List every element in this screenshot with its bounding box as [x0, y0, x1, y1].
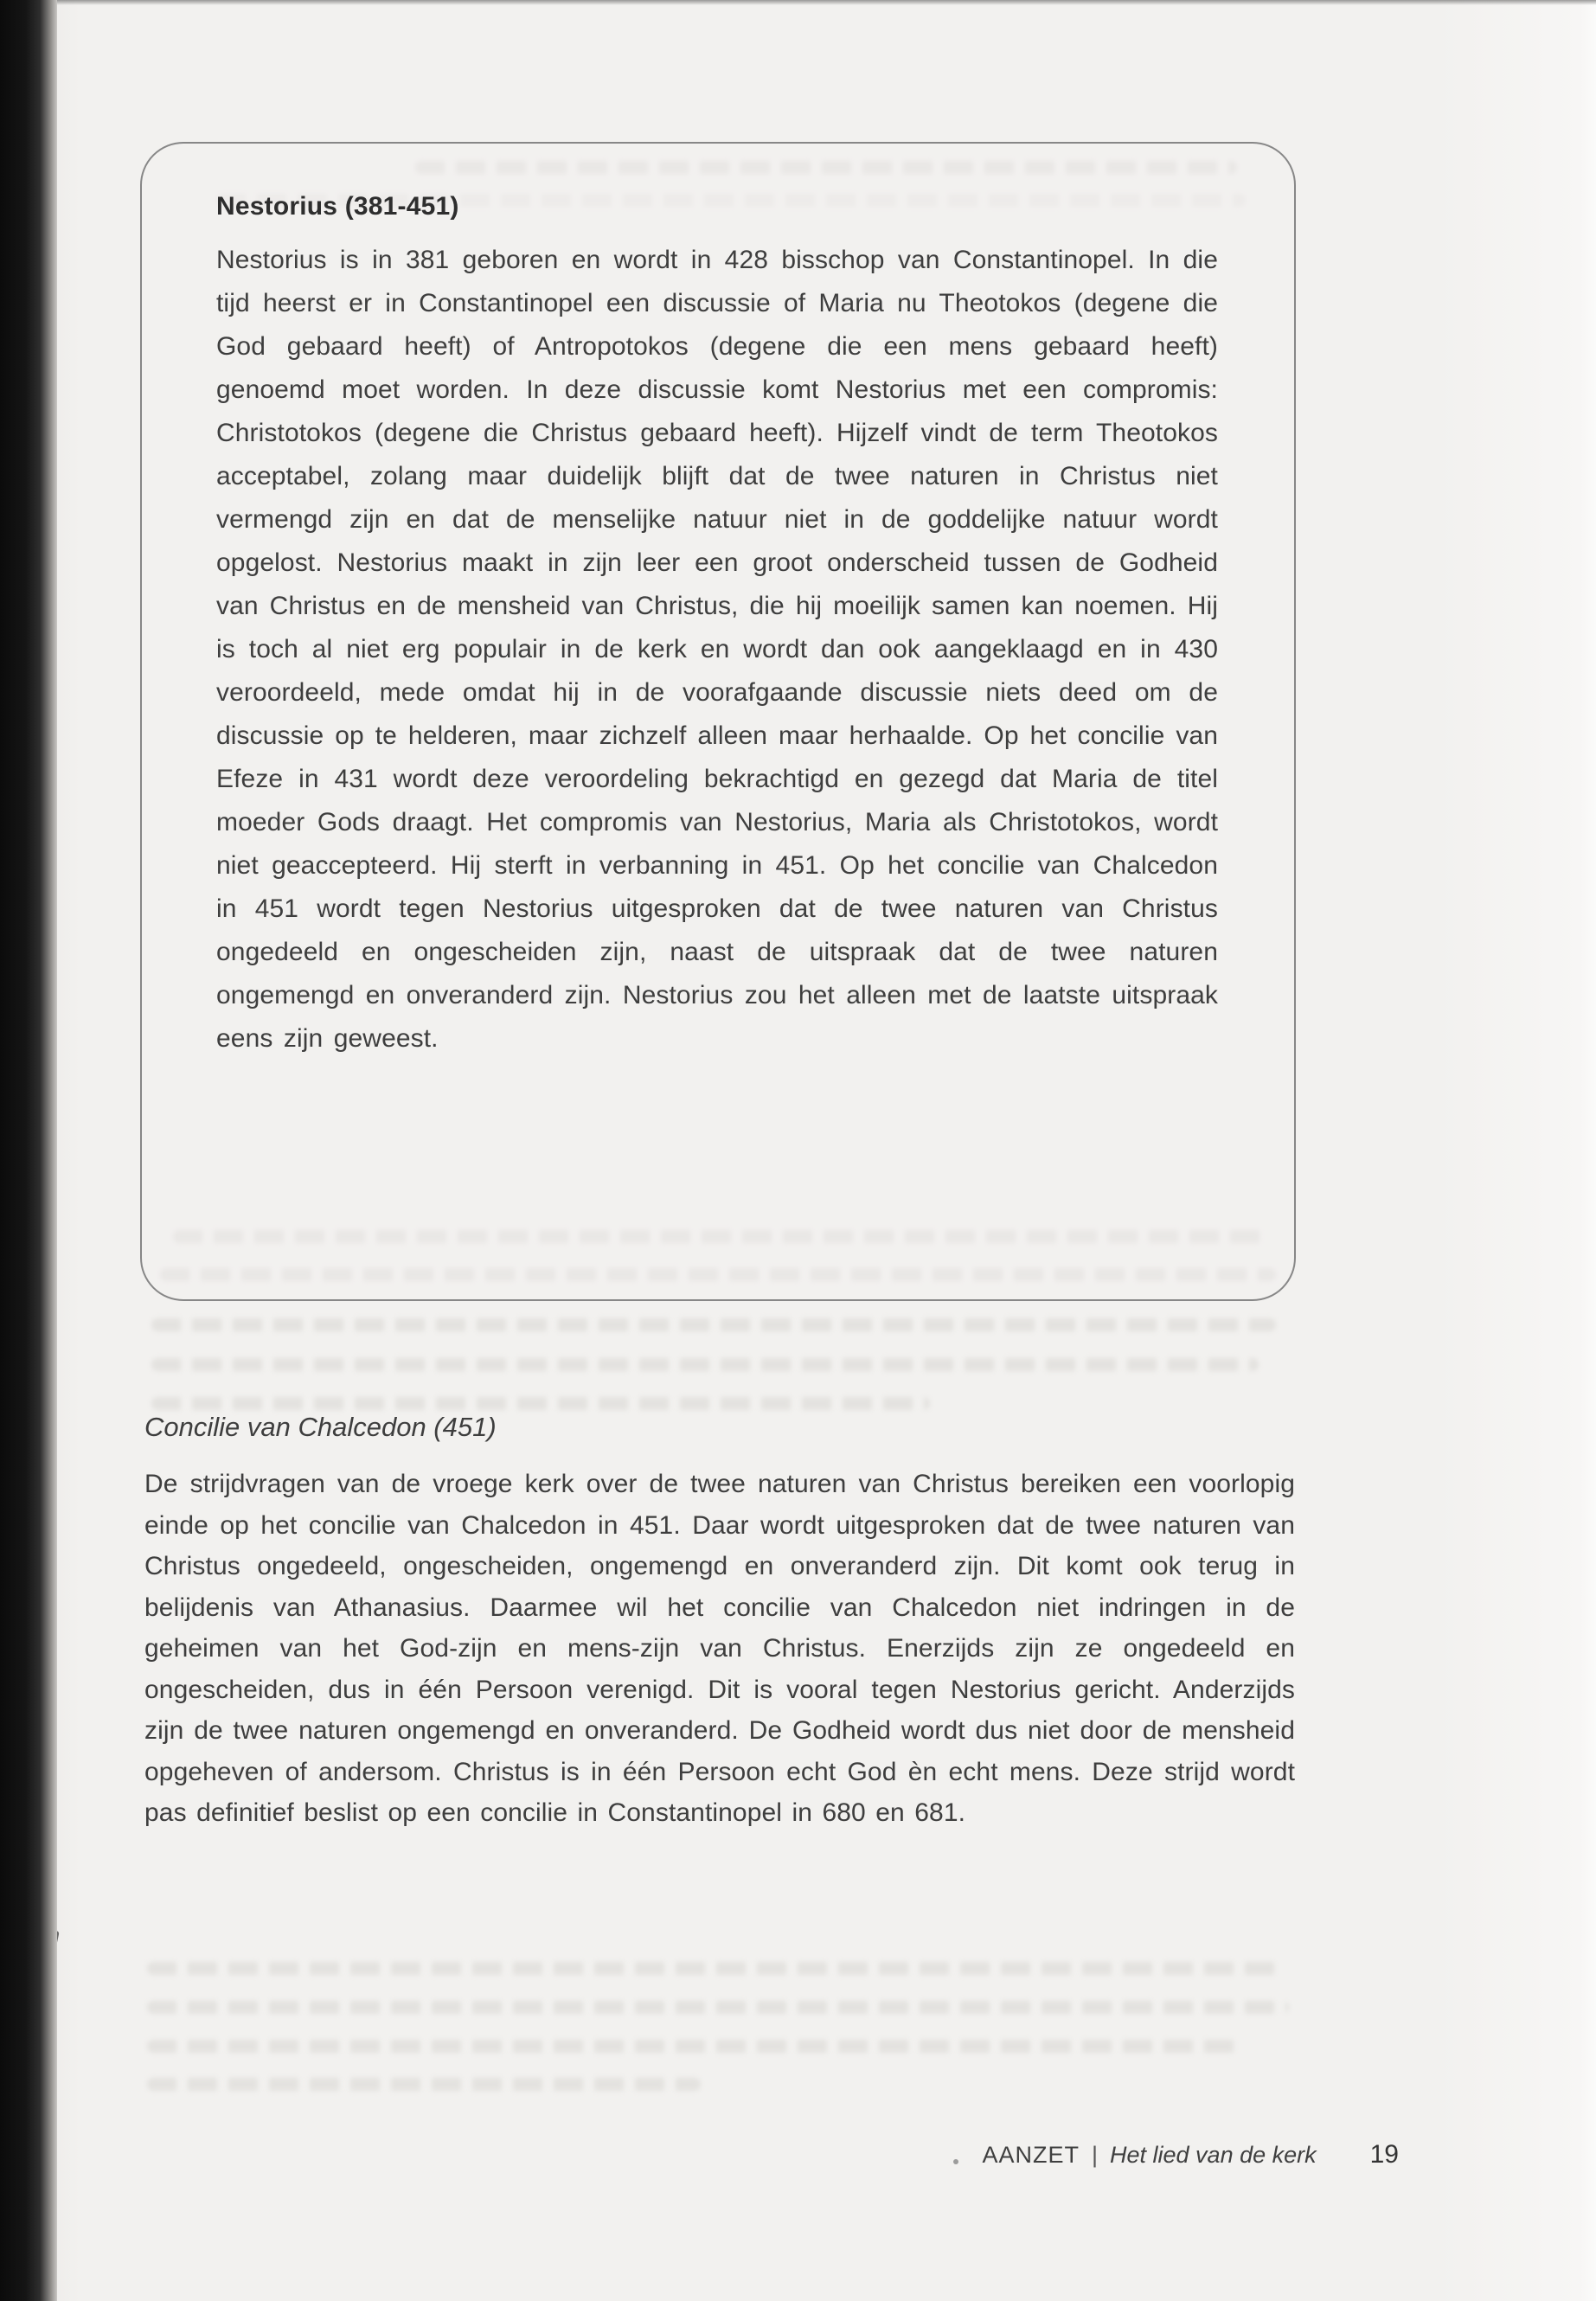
bleed-through-line [147, 1962, 1280, 1975]
page-footer [982, 2140, 1399, 2170]
section-body: De strijdvragen van de vroege kerk over de twee naturen van Christus bereiken een voorlopig einde op het concilie van Chalcedon in 451. Daar wordt uitgesproken dat de twee naturen van Christus ongedeeld, ongescheiden, ongemengd en onveranderd zijn. Dit komt ook terug in belijdenis van Athanasius. Daarmee wil het concilie van Chalcedon niet indringen in de geheimen van het God-zijn en mens-zijn van Christus. Enerzijds zijn ze ongedeeld en ongescheiden, dus in één Persoon verenigd. Dit is vooral tegen Nestorius gericht. Anderzijds zijn de twee naturen ongemengd en onveranderd. De Godheid wordt dus niet door de mensheid opgeheven of andersom. Christus is in één Persoon echt God èn echt mens. Deze strijd wordt pas definitief beslist op een concilie in Constantinopel in 680 en 681. [144, 1470, 1295, 1827]
bleed-through-line [151, 1318, 1276, 1331]
bleed-through-line [147, 2001, 1289, 2014]
scan-top-edge-shadow [57, 0, 1596, 5]
bleed-through-line [151, 1358, 1259, 1371]
bleed-through-line [147, 2078, 701, 2091]
footer-separator: | [1091, 2142, 1098, 2168]
page-number: 19 [1369, 2140, 1399, 2169]
nestorius-info-box [140, 142, 1296, 1301]
info-box-body: Nestorius is in 381 geboren en wordt in 428 bisschop van Constantinopel. In die tijd heerst er in Constantinopel een discussie of Maria nu Theotokos (degene die God gebaard heeft) of Antropotokos (degene die een mens gebaard heeft) genoemd moet worden. In deze discussie komt Nestorius met een compromis: Christotokos (degene die Christus gebaard heeft). Hijzelf vindt de term Theotokos acceptabel, zolang maar duidelijk blijft dat de twee naturen in Christus niet vermengd zijn en dat de menselijke natuur niet in de goddelijke natuur wordt opgelost. Nestorius maakt in zijn leer een groot onderscheid tussen de Godheid van Christus en de mensheid van Christus, die hij moeilijk samen kan noemen. Hij is toch al niet erg populair in de kerk en wordt dan ook aangeklaagd en in 430 veroordeeld, mede omdat hij in de voorafgaande discussie niets deed om de discussie op te helderen, maar zichzelf alleen maar herhaalde. Op het concilie van Efeze in 431 wordt deze veroordeling bekrachtigd en gezegd dat Maria de titel moeder Gods draagt. Het compromis van Nestorius, Maria als Christotokos, wordt niet geaccepteerd. Hij sterft in verbanning in 451. Op het concilie van Chalcedon in 451 wordt tegen Nestorius uitgesproken dat de twee naturen van Christus ongedeeld en ongescheiden zijn, naast de uitspraak dat de twee naturen ongemengd en onveranderd zijn. Nestorius zou het alleen met de laatste uitspraak eens zijn geweest. [216, 246, 1218, 1053]
scan-left-edge [0, 0, 57, 2301]
section-heading-concilie-van-chalcedon: Concilie van Chalcedon (451) [144, 1412, 497, 1442]
bleed-through-line [147, 2040, 1237, 2053]
bleed-through-line [151, 1397, 930, 1410]
footer-book-title: AANZET [982, 2142, 1080, 2168]
info-box-title: Nestorius (381-451) [216, 192, 459, 221]
footer-chapter-title: Het lied van de kerk [1110, 2142, 1317, 2168]
scan-artifact-dot [953, 2159, 958, 2164]
